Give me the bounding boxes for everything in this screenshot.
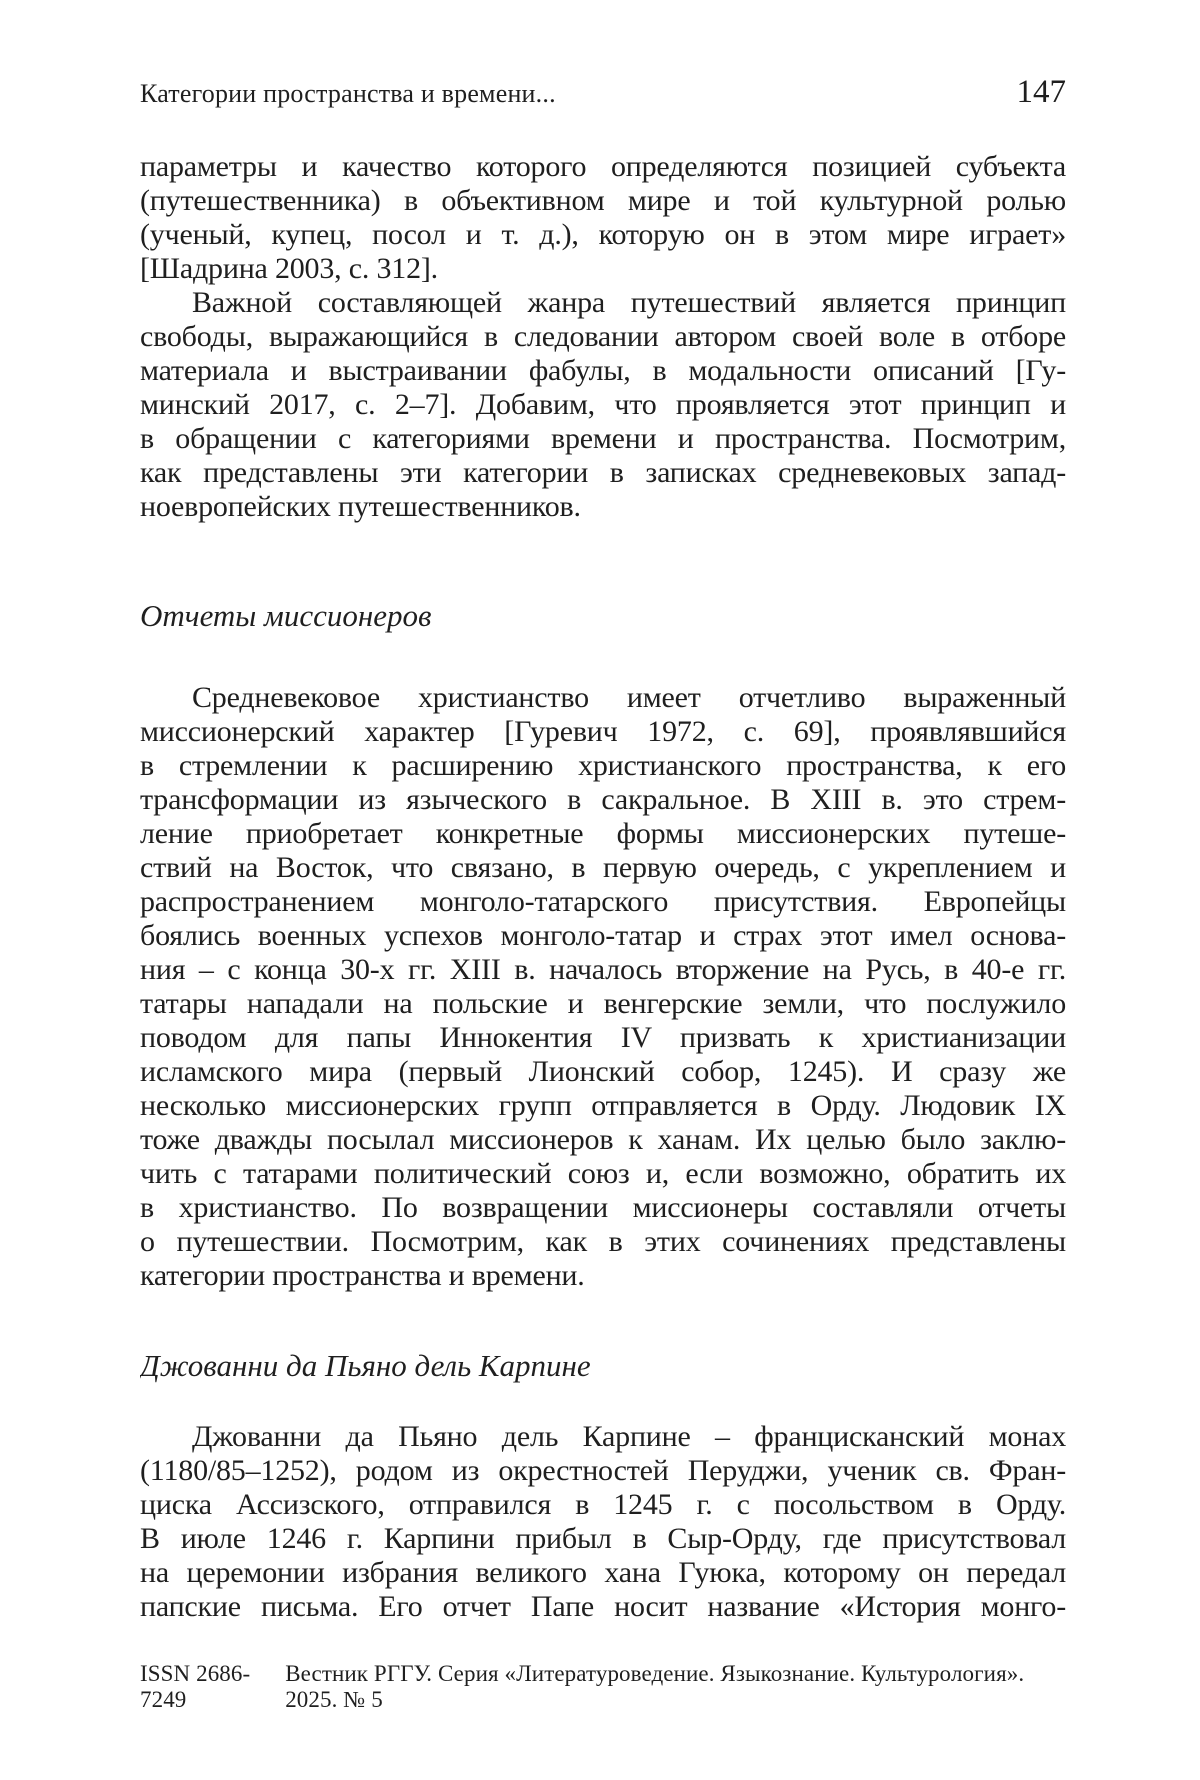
- text-line: материала и выстраивании фабулы, в модальности описаний [Гу-: [140, 354, 1066, 387]
- page-header: [140, 74, 1066, 111]
- text-line: на церемонии избрания великого хана Гуюка, которому он передал: [140, 1556, 1066, 1589]
- text-line: в христианство. По возвращении миссионеры составляли отчеты: [140, 1191, 1066, 1224]
- text-line: В июле 1246 г. Карпини прибыл в Сыр-Орду, где присутствовал: [140, 1522, 1066, 1555]
- section-heading: Отчеты миссионеров: [140, 598, 432, 633]
- page-number: 147: [1016, 74, 1066, 110]
- text-line: распространением монголо-татарского присутствия. Европейцы: [140, 885, 1066, 918]
- text-line: (1180/85–1252), родом из окрестностей Перуджи, ученик св. Фран-: [140, 1454, 1066, 1487]
- text-line: [Шадрина 2003, с. 312].: [140, 252, 438, 285]
- text-line: ление приобретает конкретные формы миссионерских путеше-: [140, 817, 1066, 850]
- text-line: параметры и качество которого определяются позицией субъекта: [140, 150, 1066, 183]
- text-line: (путешественника) в объективном мире и той культурной ролью: [140, 184, 1066, 217]
- text-line: минский 2017, с. 2–7]. Добавим, что проявляется этот принцип и: [140, 388, 1066, 421]
- text-line: ния – с конца 30-х гг. XIII в. началось вторжение на Русь, в 40-е гг.: [140, 953, 1066, 986]
- text-line: ноевропейских путешественников.: [140, 490, 581, 523]
- paragraph: [140, 1420, 1066, 1624]
- text-line: миссионерский характер [Гуревич 1972, с. 69], проявлявшийся: [140, 715, 1066, 748]
- text-line: в обращении с категориями времени и пространства. Посмотрим,: [140, 422, 1066, 455]
- text-line: о путешествии. Посмотрим, как в этих сочинениях представлены: [140, 1225, 1066, 1258]
- text-line: категории пространства и времени.: [140, 1259, 585, 1292]
- text-blocks: [140, 150, 1066, 1624]
- text-line: боялись военных успехов монголо-татар и страх этот имел основа-: [140, 919, 1066, 952]
- text-line: Джованни да Пьяно дель Карпине – францисканский монах: [192, 1420, 1066, 1453]
- paragraph: [140, 286, 1066, 524]
- text-line: Средневековое христианство имеет отчетливо выраженный: [192, 681, 1066, 714]
- text-line: ствий на Восток, что связано, в первую очередь, с укреплением и: [140, 851, 1066, 884]
- paragraph: [140, 681, 1066, 1293]
- text-line: трансформации из языческого в сакральное. В XIII в. это стрем-: [140, 783, 1066, 816]
- text-line: поводом для папы Иннокентия IV призвать к христианизации: [140, 1021, 1066, 1054]
- text-line: тоже дважды посылал миссионеров к ханам. Их целью было заклю-: [140, 1123, 1066, 1156]
- text-line: (ученый, купец, посол и т. д.), которую он в этом мире играет»: [140, 218, 1066, 251]
- section-heading: Джованни да Пьяно дель Карпине: [140, 1348, 591, 1383]
- text-line: татары нападали на польские и венгерские земли, что послужило: [140, 987, 1066, 1020]
- text-line: Важной составляющей жанра путешествий является принцип: [192, 286, 1066, 319]
- running-head: Категории пространства и времени...: [140, 79, 556, 108]
- text-line: папские письма. Его отчет Папе носит название «История монго-: [140, 1590, 1066, 1623]
- text-line: исламского мира (первый Лионский собор, 1245). И сразу же: [140, 1055, 1066, 1088]
- footer-issn: ISSN 2686-7249: [140, 1661, 251, 1712]
- text-line: чить с татарами политический союз и, если возможно, обратить их: [140, 1157, 1066, 1190]
- text-line: несколько миссионерских групп отправляется в Орду. Людовик IX: [140, 1089, 1066, 1122]
- page-footer: [140, 1661, 1066, 1713]
- text-line: в стремлении к расширению христианского пространства, к его: [140, 749, 1066, 782]
- footer-journal: Вестник РГГУ. Серия «Литературоведение. Языкознание. Культурология». 2025. № 5: [285, 1661, 1025, 1712]
- text-line: свободы, выражающийся в следовании автором своей воле в отборе: [140, 320, 1066, 353]
- text-line: как представлены эти категории в записках средневековых запад-: [140, 456, 1066, 489]
- paragraph: [140, 150, 1066, 286]
- text-line: циска Ассизского, отправился в 1245 г. с посольством в Орду.: [140, 1488, 1066, 1521]
